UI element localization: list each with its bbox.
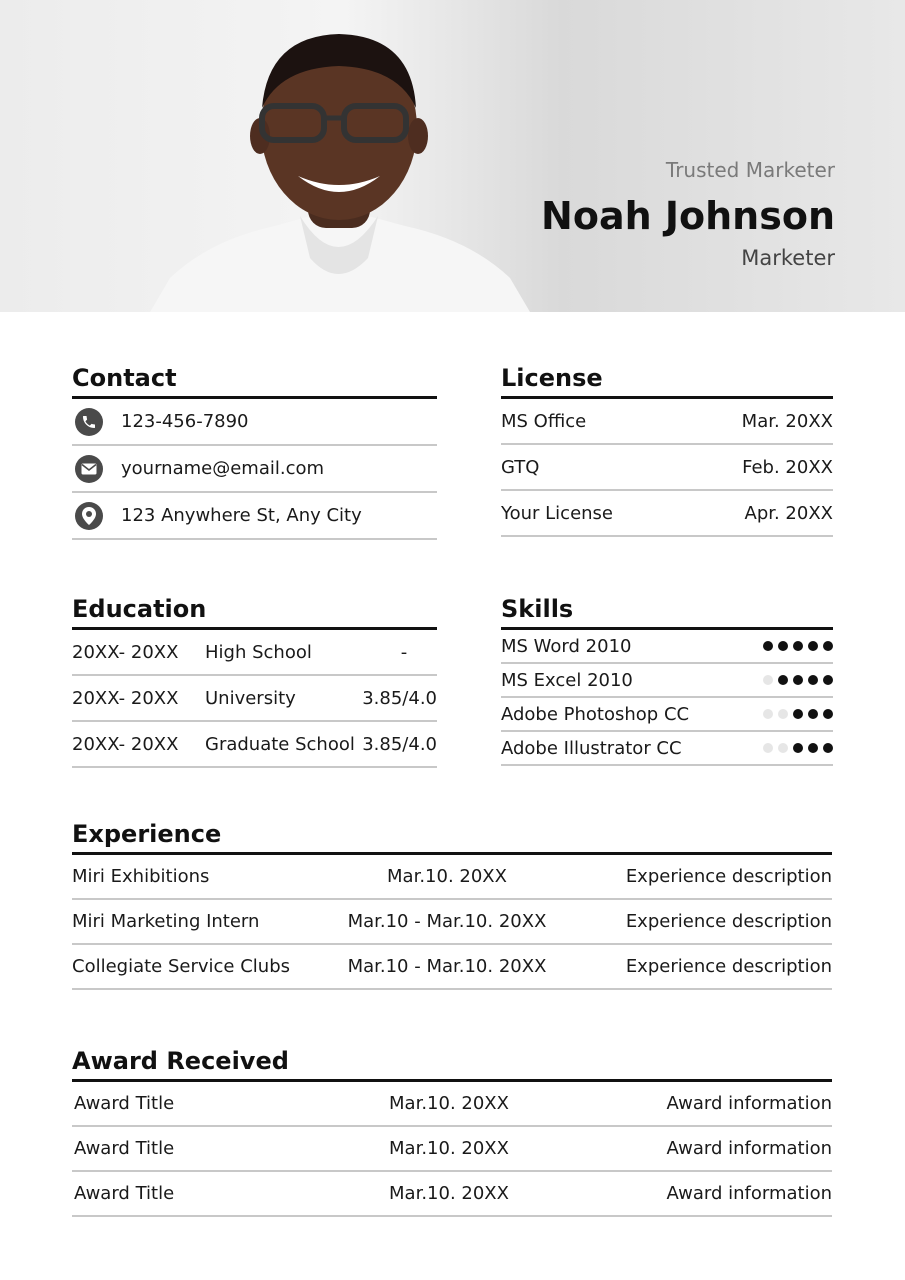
skill-name: Adobe Illustrator CC <box>501 737 682 759</box>
header-banner <box>0 0 905 312</box>
award-name: Award Title <box>74 1093 175 1114</box>
education-row <box>72 630 437 676</box>
full-name: Noah Johnson <box>541 194 835 238</box>
experience-name: Collegiate Service Clubs <box>72 956 290 977</box>
license-row <box>501 445 833 491</box>
education-years: 20XX- 20XX <box>72 687 179 709</box>
skill-dot-filled <box>823 675 833 685</box>
license-section <box>501 360 833 537</box>
section-title: Skills <box>501 591 833 630</box>
section-title: License <box>501 360 833 399</box>
license-name: Your License <box>501 502 614 524</box>
license-date: Apr. 20XX <box>744 502 833 524</box>
section-title: Contact <box>72 360 437 399</box>
education-years: 20XX- 20XX <box>72 733 179 755</box>
experience-date: Mar.10 - Mar.10. 20XX <box>347 911 547 932</box>
license-name: GTQ <box>501 456 540 478</box>
skill-rating <box>763 675 833 685</box>
skill-dot-empty <box>763 709 773 719</box>
award-row <box>72 1082 832 1127</box>
location-pin-icon <box>75 502 103 530</box>
skill-row <box>501 732 833 766</box>
skill-dot-filled <box>823 641 833 651</box>
experience-row <box>72 855 832 900</box>
experience-desc: Experience description <box>625 911 832 932</box>
education-gpa: 3.85/4.0 <box>362 687 437 709</box>
job-role: Marketer <box>741 246 835 270</box>
skill-dot-filled <box>793 675 803 685</box>
education-section <box>72 591 437 768</box>
skill-row <box>501 630 833 664</box>
skill-name: MS Word 2010 <box>501 635 632 657</box>
tagline: Trusted Marketer <box>665 158 835 182</box>
award-info: Award information <box>666 1093 832 1114</box>
skill-dot-filled <box>778 641 788 651</box>
skill-row <box>501 698 833 732</box>
skill-dot-filled <box>778 675 788 685</box>
experience-section <box>72 816 832 990</box>
skill-dot-empty <box>778 709 788 719</box>
contact-address-row <box>72 493 437 540</box>
profile-photo <box>150 28 530 312</box>
email-icon <box>75 455 103 483</box>
skill-dot-empty <box>778 743 788 753</box>
skill-dot-empty <box>763 743 773 753</box>
education-gpa: - <box>400 641 408 663</box>
license-date: Mar. 20XX <box>741 410 833 432</box>
education-school: High School <box>205 641 312 663</box>
award-date: Mar.10. 20XX <box>389 1183 509 1204</box>
section-title: Award Received <box>72 1043 832 1082</box>
experience-date: Mar.10. 20XX <box>387 866 507 887</box>
license-row <box>501 491 833 537</box>
skill-dot-filled <box>793 743 803 753</box>
skill-dot-filled <box>808 641 818 651</box>
skill-name: Adobe Photoshop CC <box>501 703 690 725</box>
skill-dot-filled <box>808 743 818 753</box>
education-years: 20XX- 20XX <box>72 641 179 663</box>
skill-dot-filled <box>823 743 833 753</box>
section-title: Experience <box>72 816 832 855</box>
experience-name: Miri Exhibitions <box>72 866 210 887</box>
education-row <box>72 722 437 768</box>
skill-dot-filled <box>793 641 803 651</box>
experience-desc: Experience description <box>625 866 832 887</box>
award-date: Mar.10. 20XX <box>389 1093 509 1114</box>
education-gpa: 3.85/4.0 <box>362 733 437 755</box>
skill-dot-empty <box>763 675 773 685</box>
education-school: University <box>205 687 296 709</box>
email-text: yourname@email.com <box>121 458 325 479</box>
experience-date: Mar.10 - Mar.10. 20XX <box>347 956 547 977</box>
address-text: 123 Anywhere St, Any City <box>121 505 362 526</box>
education-row <box>72 676 437 722</box>
award-name: Award Title <box>74 1138 175 1159</box>
education-school: Graduate School <box>205 733 355 755</box>
award-row <box>72 1127 832 1172</box>
skill-name: MS Excel 2010 <box>501 669 633 691</box>
contact-phone-row <box>72 399 437 446</box>
skill-rating <box>763 709 833 719</box>
skill-dot-filled <box>763 641 773 651</box>
phone-icon <box>75 408 103 436</box>
award-name: Award Title <box>74 1183 175 1204</box>
license-name: MS Office <box>501 410 587 432</box>
award-info: Award information <box>666 1138 832 1159</box>
skill-dot-filled <box>823 709 833 719</box>
award-date: Mar.10. 20XX <box>389 1138 509 1159</box>
section-title: Education <box>72 591 437 630</box>
skills-section <box>501 591 833 766</box>
phone-text: 123-456-7890 <box>121 411 249 432</box>
skill-rating <box>763 743 833 753</box>
award-info: Award information <box>666 1183 832 1204</box>
award-row <box>72 1172 832 1217</box>
experience-desc: Experience description <box>625 956 832 977</box>
experience-row <box>72 945 832 990</box>
contact-section <box>72 360 437 540</box>
skill-row <box>501 664 833 698</box>
award-section <box>72 1043 832 1217</box>
experience-row <box>72 900 832 945</box>
skill-dot-filled <box>793 709 803 719</box>
contact-email-row <box>72 446 437 493</box>
license-date: Feb. 20XX <box>742 456 833 478</box>
skill-rating <box>763 641 833 651</box>
skill-dot-filled <box>808 675 818 685</box>
license-row <box>501 399 833 445</box>
skill-dot-filled <box>808 709 818 719</box>
experience-name: Miri Marketing Intern <box>72 911 260 932</box>
